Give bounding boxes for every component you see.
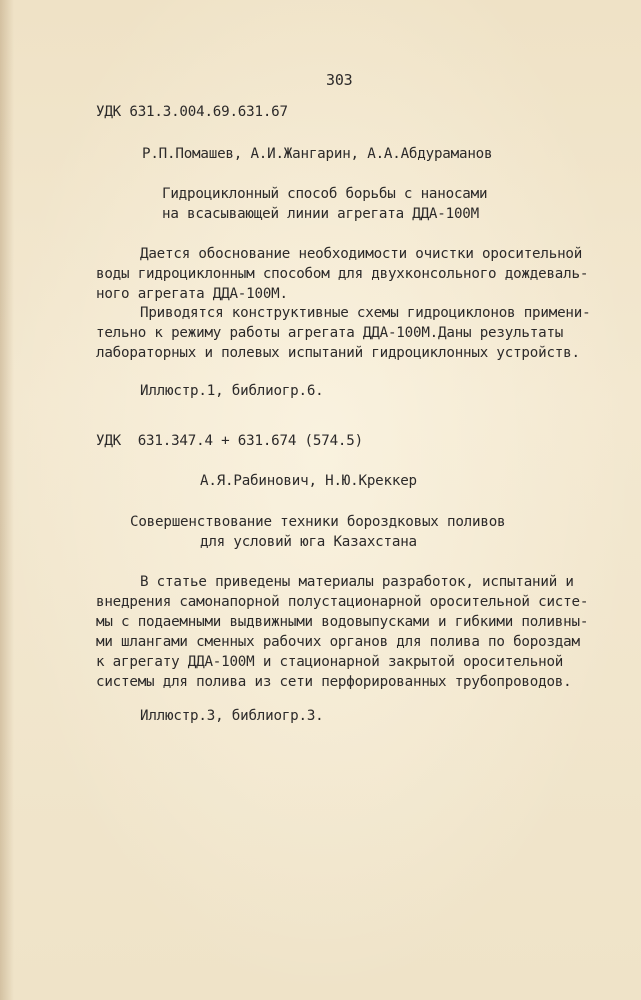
- abstract-line: к агрегату ДДА-100М и стационарной закрытой оросительной: [96, 654, 564, 670]
- abstract-line: ного агрегата ДДА-100М.: [96, 286, 288, 302]
- illustrations-note: Иллюстр.1, библиогр.6.: [140, 383, 324, 399]
- authors: А.Я.Рабинович, Н.Ю.Креккер: [200, 473, 417, 489]
- abstract-line: Приводятся конструктивные схемы гидроциклонов примени-: [140, 305, 591, 321]
- article-title-line: Гидроциклонный способ борьбы с наносами: [162, 186, 488, 202]
- abstract-line: внедрения самонапорной полустационарной оросительной систе-: [96, 594, 589, 610]
- abstract-line: тельно к режиму работы агрегата ДДА-100М.Даны результаты: [96, 325, 564, 341]
- udk-code: УДК 631.3.004.69.631.67: [96, 104, 288, 120]
- illustrations-note: Иллюстр.3, библиогр.3.: [140, 708, 324, 724]
- abstract-line: системы для полива из сети перфорированных трубопроводов.: [96, 674, 572, 690]
- udk-code: УДК 631.347.4 + 631.674 (574.5): [96, 433, 363, 449]
- page-number: 303: [326, 71, 353, 89]
- article-title-line: на всасывающей линии агрегата ДДА-100М: [162, 206, 479, 222]
- abstract-line: Дается обоснование необходимости очистки оросительной: [140, 246, 583, 262]
- abstract-line: В статье приведены материалы разработок, испытаний и: [140, 574, 574, 590]
- article-title-line: для условий юга Казахстана: [200, 534, 417, 550]
- abstract-line: мы с подаемными выдвижными водовыпусками и гибкими поливны-: [96, 614, 589, 630]
- abstract-line: ми шлангами сменных рабочих органов для полива по бороздам: [96, 634, 580, 650]
- abstract-line: воды гидроциклонным способом для двухконсольного дождеваль-: [96, 266, 589, 282]
- article-title-line: Совершенствование техники бороздковых поливов: [130, 514, 506, 530]
- abstract-line: лабораторных и полевых испытаний гидроциклонных устройств.: [96, 345, 580, 361]
- authors: Р.П.Помашев, А.И.Жангарин, А.А.Абдураманов: [142, 146, 493, 162]
